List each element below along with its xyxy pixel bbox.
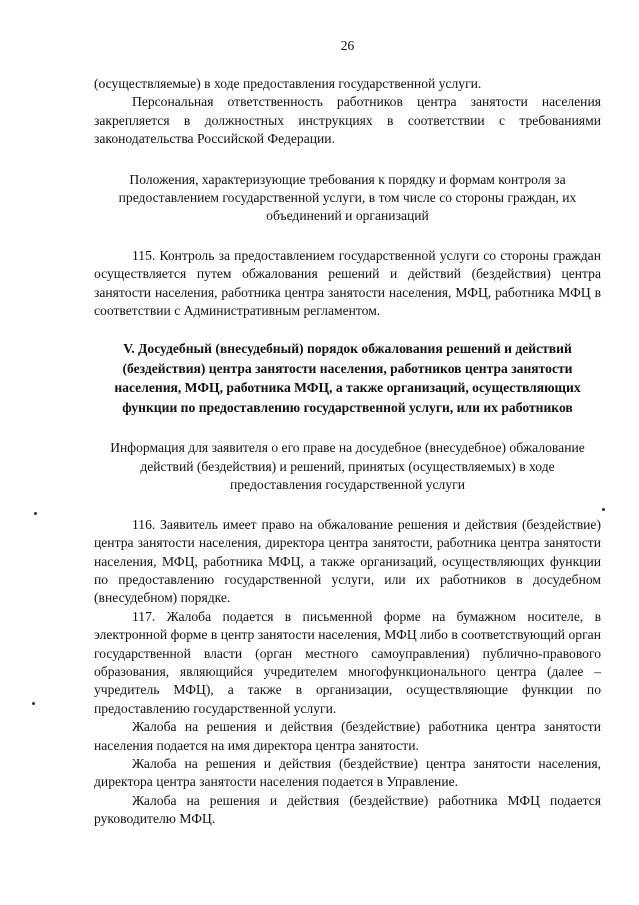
- paragraph-responsibility: Персональная ответственность работников центра занятости населения закрепляется в должностных инструкциях в соответствии с требованиями законодательства Российской Федерации.: [94, 94, 601, 147]
- paragraph-complaint-center: Жалоба на решения и действия (бездействие) центра занятости населения, директора центра занятости населения подается в Управление.: [94, 755, 601, 790]
- paragraph-117: 117. Жалоба подается в письменной форме на бумажном носителе, в электронной форме в центр занятости населения, МФЦ либо в соответствующий орган государственной власти (орган местного самоуправления) публично-правового образования, являющийся учредителем многофункционального центра (далее – учредитель МФЦ), а также в организации, осуществляющие функции по предоставлению государственной услуги.: [94, 608, 601, 716]
- scan-speck: [34, 512, 37, 515]
- subheading-control-requirements: Положения, характеризующие требования к порядку и формам контроля за предоставлением государственной услуги, в том числе со стороны граждан, их объединений и организаций: [118, 171, 577, 224]
- page-number: 26: [340, 38, 355, 53]
- paragraph-complaint-employee: Жалоба на решения и действия (бездействие) работника центра занятости населения подается на имя директора центра занятости.: [94, 719, 601, 753]
- scan-speck: [602, 508, 605, 511]
- subheading-appeal-info: Информация для заявителя о его праве на досудебное (внесудебное) обжалование действий (бездействия) и решений, принятых (осуществляемых) в ходе предоставления государственной услуги: [110, 440, 585, 493]
- paragraph-115: 115. Контроль за предоставлением государственной услуги со стороны граждан осуществляется путем обжалования решений и действий (бездействия) центра занятости населения, работника центра занятости населения, МФЦ, работника МФЦ в соответствии с Административным регламентом.: [94, 247, 601, 319]
- section-v-heading: V. Досудебный (внесудебный) порядок обжалования решений и действий (бездействия) центра занятости населения, работников центра занятости населения, МФЦ, работника МФЦ, а также организаций, осуществляющих функции по предоставлению государственной услуги, или их работников: [114, 341, 581, 415]
- paragraph-complaint-mfc: Жалоба на решения и действия (бездействие) работника МФЦ подается руководителю МФЦ.: [94, 792, 601, 827]
- paragraph-116: 116. Заявитель имеет право на обжалование решения и действия (бездействие) центра занятости населения, директора центра занятости, работника центра занятости населения, МФЦ, работника МФЦ, а также организаций, осуществляющих функции по предоставлению государственной услуги, или их работников в досудебном (внесудебном) порядке.: [94, 516, 601, 606]
- scan-speck: [32, 702, 35, 705]
- paragraph-continuation: (осуществляемые) в ходе предоставления государственной услуги.: [94, 76, 482, 91]
